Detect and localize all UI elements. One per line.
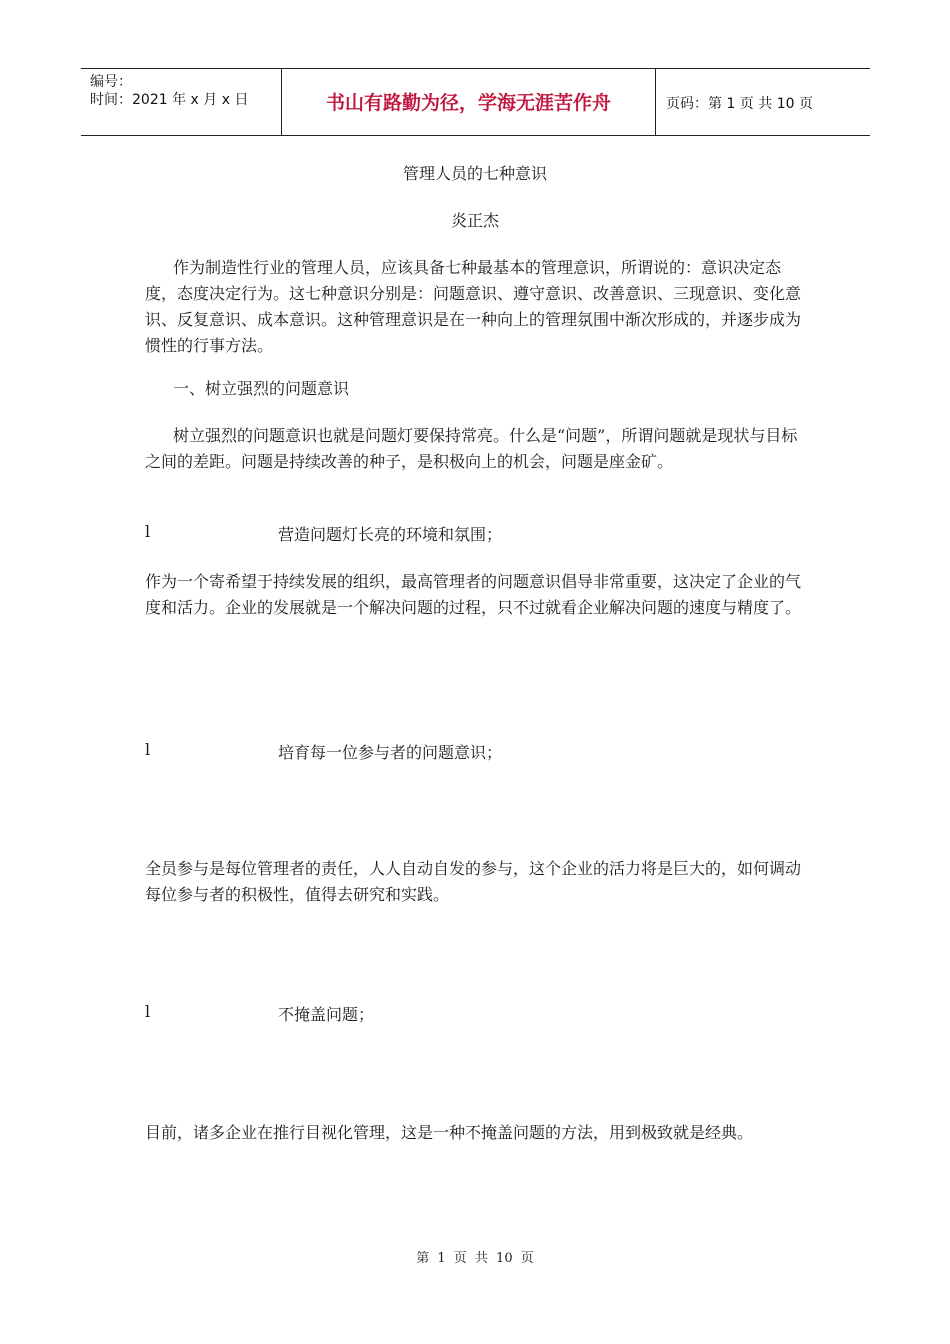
list-item-paragraph: 目前，诸多企业在推行目视化管理，这是一种不掩盖问题的方法，用到极致就是经典。: [145, 1123, 754, 1142]
list-item-heading: 不掩盖问题；: [278, 1005, 375, 1024]
list-item-paragraph: 作为一个寄希望于持续发展的组织，最高管理者的问题意识倡导非常重要，这决定了企业的气度和活力。企业的发展就是一个解决问题的过程，只不过就看企业解决问题的速度与精度了。: [145, 572, 802, 617]
list-bullet: l: [145, 1002, 151, 1021]
list-item-paragraph: 全员参与是每位管理者的责任，人人自动自发的参与，这个企业的活力将是巨大的，如何调动每位参与者的积极性，值得去研究和实践。: [145, 859, 802, 904]
document-header: [81, 68, 870, 136]
list-item-heading: 营造问题灯长亮的环境和氛围；: [278, 525, 503, 544]
section-heading: 一、树立强烈的问题意识: [173, 379, 350, 398]
header-left-cell: [81, 69, 282, 135]
intro-paragraph: 作为制造性行业的管理人员，应该具备七种最基本的管理意识，所谓说的：意识决定态度，态度决定行为。这七种意识分别是：问题意识、遵守意识、改善意识、三现意识、变化意识、反复意识、成本意识。这种管理意识是在一种向上的管理氛围中渐次形成的，并逐步成为惯性的行事方法。: [145, 258, 802, 355]
list-bullet: l: [145, 522, 151, 541]
motto-text: 书山有路勤为径，学海无涯苦作舟: [325, 92, 611, 114]
header-middle-cell: [282, 69, 656, 135]
list-item-heading: 培育每一位参与者的问题意识；: [278, 743, 503, 762]
page-footer: 第 1 页 共 10 页: [416, 1251, 534, 1266]
document-author: 炎正杰: [450, 211, 499, 230]
number-label: 编号：: [90, 74, 132, 90]
document-title: 管理人员的七种意识: [402, 164, 547, 183]
section-paragraph: 树立强烈的问题意识也就是问题灯要保持常亮。什么是“问题”，所谓问题就是现状与目标之间的差距。问题是持续改善的种子，是积极向上的机会，问题是座金矿。: [145, 426, 798, 471]
header-page-info: 页码：第 1 页 共 10 页: [666, 96, 813, 112]
date-label: 时间：2021 年 x 月 x 日: [90, 92, 249, 108]
header-right-cell: [656, 69, 870, 135]
list-bullet: l: [145, 740, 151, 759]
